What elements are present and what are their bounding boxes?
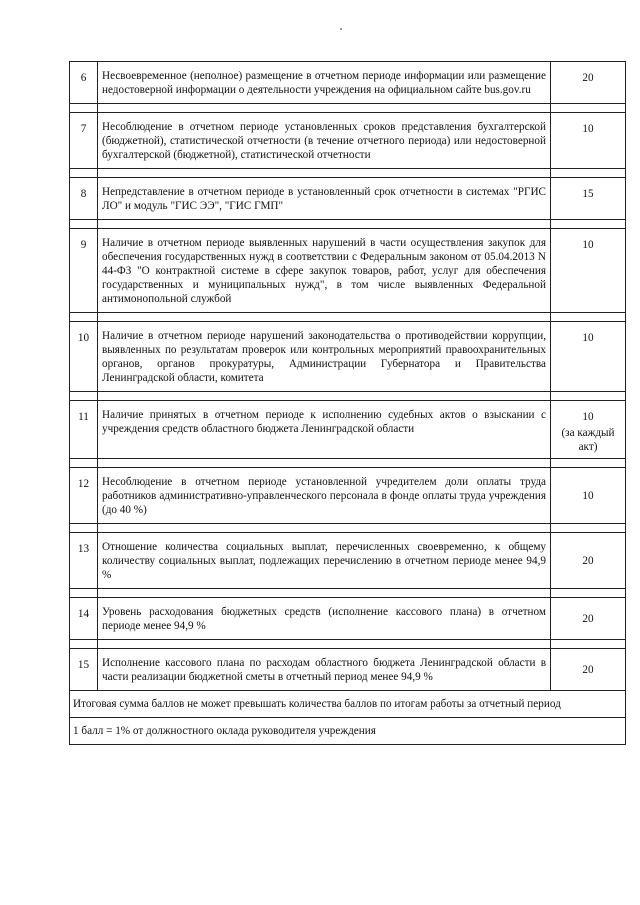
row-number: 7 xyxy=(70,113,98,169)
row-gap xyxy=(70,104,626,113)
criterion-text: Отношение количества социальных выплат, перечисленных своевременно, к общему количеству социальных выплат, подлежащих перечислению в отчетном периоде менее 94,9 % xyxy=(98,533,551,589)
row-number: 12 xyxy=(70,468,98,524)
row-gap xyxy=(70,640,626,649)
row-gap xyxy=(70,524,626,533)
table-footer-row xyxy=(70,691,626,718)
criterion-score: 20 xyxy=(551,649,626,691)
row-number: 6 xyxy=(70,62,98,104)
criterion-score: 10 xyxy=(582,411,594,423)
criterion-score-cell xyxy=(551,401,626,459)
table-row xyxy=(70,62,626,104)
total-note: Итоговая сумма баллов не может превышать количества баллов по итогам работы за отчетный период xyxy=(70,691,626,718)
row-gap xyxy=(70,220,626,229)
row-gap xyxy=(70,392,626,401)
criterion-score-note: (за каждый акт) xyxy=(561,427,615,453)
criteria-table xyxy=(69,61,626,745)
table-row xyxy=(70,649,626,691)
criterion-score: 10 xyxy=(551,468,626,524)
criterion-text: Исполнение кассового плана по расходам областного бюджета Ленинградской области в части реализации бюджетной сметы в отчетный период менее 94,9 % xyxy=(98,649,551,691)
criterion-score: 20 xyxy=(551,533,626,589)
criterion-text: Несоблюдение в отчетном периоде установленной учредителем доли оплаты труда работников административно-управленческого персонала в фонде оплаты труда учреждения (до 40 %) xyxy=(98,468,551,524)
criterion-text: Непредставление в отчетном периоде в установленный срок отчетности в системах "РГИС ЛО" и модуль "ГИС ЭЭ", "ГИС ГМП" xyxy=(98,178,551,220)
criterion-text: Несвоевременное (неполное) размещение в отчетном периоде информации или размещение недостоверной информации о деятельности учреждения на официальном сайте bus.gov.ru xyxy=(98,62,551,104)
row-number: 9 xyxy=(70,229,98,313)
row-number: 11 xyxy=(70,401,98,459)
criterion-text: Уровень расходования бюджетных средств (исполнение кассового плана) в отчетном периоде менее 94,9 % xyxy=(98,598,551,640)
table-row xyxy=(70,598,626,640)
table-row xyxy=(70,178,626,220)
criterion-score: 10 xyxy=(551,113,626,169)
row-number: 8 xyxy=(70,178,98,220)
criterion-text: Наличие в отчетном периоде выявленных нарушений в части осуществления закупок для обеспечения государственных нужд в соответствии с Федеральным законом от 05.04.2013 N 44-ФЗ "О контрактной системе в сфере закупок товаров, работ, услуг для обеспечения государственных и муниципальных нужд", в том числе выявленных Федеральной антимонопольной службой xyxy=(98,229,551,313)
criterion-text: Наличие в отчетном периоде нарушений законодательства о противодействии коррупции, выявленных по результатам проверок или контрольных мероприятий правоохранительных органов, органов прокуратуры, Администрации Губернатора и Правительства Ленинградской области, комитета xyxy=(98,322,551,392)
row-number: 13 xyxy=(70,533,98,589)
row-gap xyxy=(70,459,626,468)
table-row xyxy=(70,468,626,524)
row-gap xyxy=(70,589,626,598)
criterion-score: 20 xyxy=(551,598,626,640)
table-row xyxy=(70,229,626,313)
table-row xyxy=(70,401,626,459)
criterion-text: Наличие принятых в отчетном периоде к исполнению судебных актов о взыскании с учреждения средств областного бюджета Ленинградской области xyxy=(98,401,551,459)
table-footer-row xyxy=(70,718,626,745)
criterion-score: 10 xyxy=(551,322,626,392)
table-row xyxy=(70,533,626,589)
row-gap xyxy=(70,313,626,322)
table-row xyxy=(70,322,626,392)
row-number: 15 xyxy=(70,649,98,691)
criterion-score: 20 xyxy=(551,62,626,104)
criterion-text: Несоблюдение в отчетном периоде установленных сроков представления бухгалтерской (бюджетной), статистической отчетности (в течение отчетного периода) или недостоверной бухгалтерской (бюджетной), статистической отчетности xyxy=(98,113,551,169)
row-number: 14 xyxy=(70,598,98,640)
criterion-score: 15 xyxy=(551,178,626,220)
table-row xyxy=(70,113,626,169)
scan-speck xyxy=(340,28,342,30)
row-number: 10 xyxy=(70,322,98,392)
row-gap xyxy=(70,169,626,178)
criterion-score: 10 xyxy=(551,229,626,313)
point-value-note: 1 балл = 1% от должностного оклада руководителя учреждения xyxy=(70,718,626,745)
